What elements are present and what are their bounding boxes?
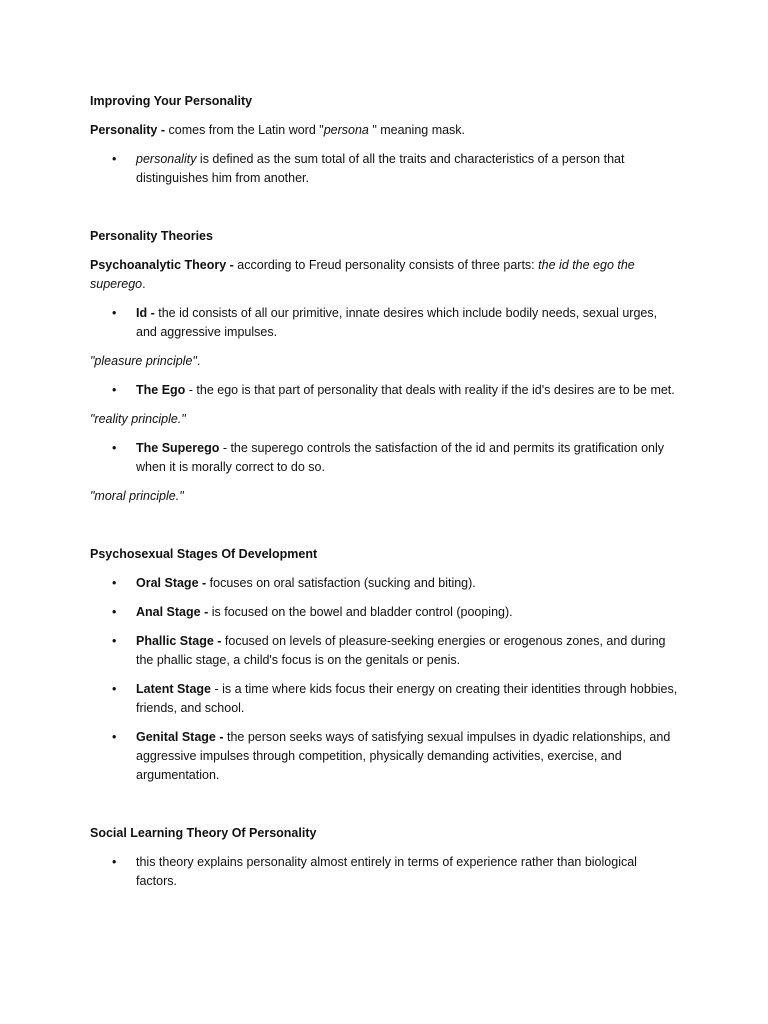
list-item: • The Ego - the ego is that part of personality that deals with reality if the id's desires are to be met.: [90, 381, 680, 400]
section-gap: [90, 198, 680, 227]
term-personality: Personality -: [90, 123, 166, 137]
list-item: • this theory explains personality almost entirely in terms of experience rather than biological factors.: [112, 855, 637, 888]
bullet-icon: •: [112, 730, 117, 744]
list-item-anal-stage: • Anal Stage - is focused on the bowel and bladder control (pooping).: [90, 603, 680, 622]
list-item-phallic-stage: • Phallic Stage - focused on levels of pleasure-seeking energies or erogenous zones, and during the phallic stage, a child's focus is on the genitals or penis.: [112, 634, 666, 667]
bullet-icon: •: [112, 634, 117, 648]
superego-principle: "moral principle.": [90, 489, 184, 503]
superego-list: [90, 439, 680, 477]
bullet-icon: •: [112, 306, 117, 320]
bullet-icon: •: [112, 152, 117, 166]
ego-principle: "reality principle.": [90, 412, 186, 426]
section-gap: [90, 516, 680, 545]
section-heading-stages: Psychosexual Stages Of Development: [90, 547, 318, 561]
list-item-genital-stage: • Genital Stage - the person seeks ways of satisfying sexual impulses in dyadic relationships, and aggressive impulses through competition, physically demanding activities, exercise, and argumentation.: [112, 730, 671, 782]
list-item: • personality is defined as the sum total of all the traits and characteristics of a person that distinguishes him from another.: [112, 152, 625, 185]
section-gap: [90, 795, 680, 824]
document-title: Improving Your Personality: [90, 94, 253, 108]
list-item-oral-stage: • Oral Stage - focuses on oral satisfaction (sucking and biting).: [90, 574, 680, 593]
section-heading-theories: Personality Theories: [90, 229, 213, 243]
bullet-icon: •: [112, 576, 117, 590]
bullet-icon: •: [112, 605, 117, 619]
id-principle: "pleasure principle".: [90, 354, 201, 368]
bullet-icon: •: [112, 855, 117, 869]
document-body: [90, 92, 680, 901]
list-item: • The Superego - the superego controls the satisfaction of the id and permits its gratification only when it is morally correct to do so.: [112, 441, 665, 474]
list-item-latent-stage: • Latent Stage - is a time where kids focus their energy on creating their identities through hobbies, friends, and school.: [112, 682, 678, 715]
latin-word: persona: [323, 123, 369, 137]
social-list: [90, 853, 680, 891]
bullet-icon: •: [112, 682, 117, 696]
stages-list: [90, 574, 680, 785]
id-list: [90, 304, 680, 342]
bullet-icon: •: [112, 383, 117, 397]
psychoanalytic-theory: Psychoanalytic Theory - according to Freud personality consists of three parts: the id the ego the superego.: [90, 258, 635, 291]
list-item: • Id - the id consists of all our primitive, innate desires which include bodily needs, sexual urges, and aggressive impulses.: [112, 306, 658, 339]
personality-list: [90, 150, 680, 188]
section-heading-social: Social Learning Theory Of Personality: [90, 826, 317, 840]
personality-definition: Personality - comes from the Latin word "persona " meaning mask.: [90, 123, 466, 137]
bullet-icon: •: [112, 441, 117, 455]
ego-list: [90, 381, 680, 400]
